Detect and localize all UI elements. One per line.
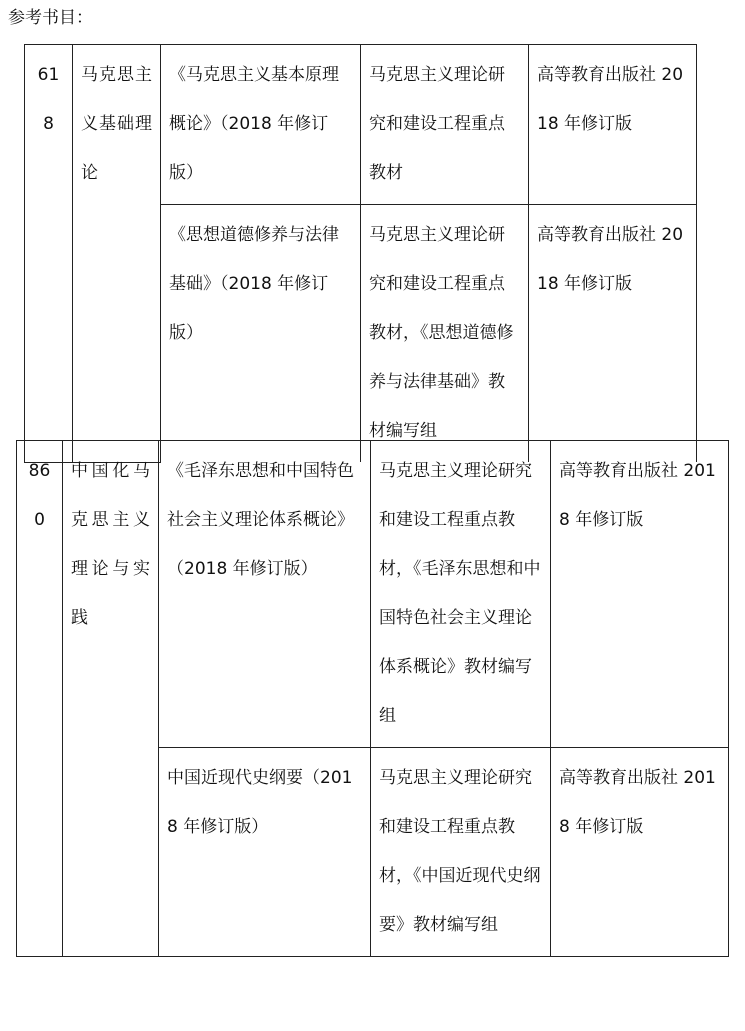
book-publisher: 高等教育出版社 2018 年修订版 bbox=[529, 205, 697, 463]
book-author: 马克思主义理论研究和建设工程重点教材，《思想道德修养与法律基础》教材编写组 bbox=[361, 205, 529, 463]
table-row bbox=[17, 441, 729, 748]
table-row bbox=[25, 45, 697, 205]
book-title: 《马克思主义基本原理概论》（2018 年修订版） bbox=[161, 45, 361, 205]
subject-name: 马克思主义基础理论 bbox=[73, 45, 161, 463]
subject-code: 860 bbox=[17, 441, 63, 957]
book-title: 中国近现代史纲要（2018 年修订版） bbox=[159, 748, 371, 957]
book-title: 《毛泽东思想和中国特色社会主义理论体系概论》（2018 年修订版） bbox=[159, 441, 371, 748]
reference-table-860 bbox=[16, 440, 729, 957]
book-publisher: 高等教育出版社 2018 年修订版 bbox=[551, 748, 729, 957]
reference-table-618 bbox=[24, 44, 697, 463]
book-title: 《思想道德修养与法律基础》（2018 年修订版） bbox=[161, 205, 361, 463]
subject-name: 中国化马克思主义理论与实践 bbox=[63, 441, 159, 957]
book-author: 马克思主义理论研究和建设工程重点教材，《毛泽东思想和中国特色社会主义理论体系概论》教材编写组 bbox=[371, 441, 551, 748]
book-author: 马克思主义理论研究和建设工程重点教材 bbox=[361, 45, 529, 205]
page-heading: 参考书目： bbox=[8, 8, 93, 28]
book-author: 马克思主义理论研究和建设工程重点教材，《中国近现代史纲要》教材编写组 bbox=[371, 748, 551, 957]
book-publisher: 高等教育出版社 2018 年修订版 bbox=[529, 45, 697, 205]
subject-code: 618 bbox=[25, 45, 73, 463]
book-publisher: 高等教育出版社 2018 年修订版 bbox=[551, 441, 729, 748]
